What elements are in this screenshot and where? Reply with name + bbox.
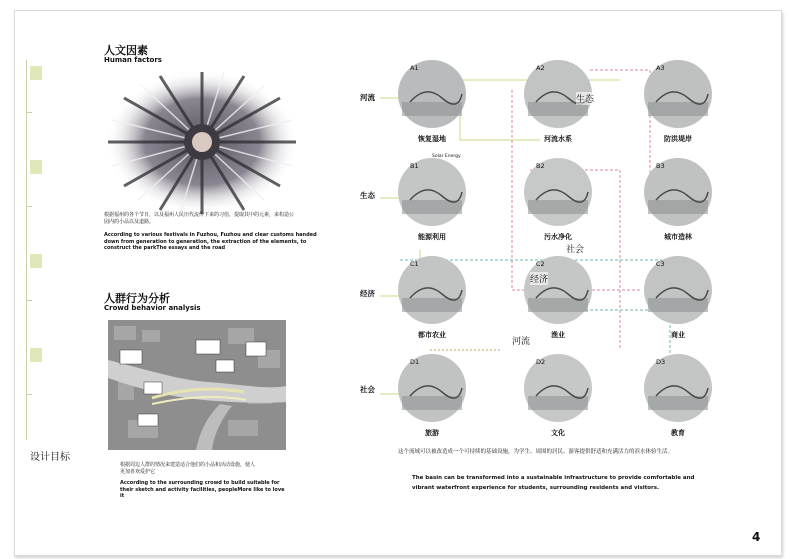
crowd-desc-en-2: their sketch and activity facilities, peopleMore like to love [120,486,285,493]
matrix-cell [396,254,468,326]
human-title-en: Human factors [104,56,162,64]
cell-code: B2 [536,162,545,170]
float-label-economy: 经济 [530,272,548,285]
cell-illustration [522,156,594,228]
matrix-cell [522,156,594,228]
cell-illustration [642,352,714,424]
matrix-cell [642,156,714,228]
cell-illustration [396,156,468,228]
cell-circle [398,256,466,324]
row-label-ecology: 生态 [360,191,375,200]
cell-code: A2 [536,64,545,72]
cell-code: D3 [656,358,666,366]
crowd-map [108,320,286,450]
matrix-cell [396,352,468,424]
summary-en-2: vibrant waterfront experience for students, surrounding residents and visitors. [412,485,660,491]
cell-circle [644,60,712,128]
cell-caption: 河流水系 [544,135,572,143]
row-label-society: 社会 [360,385,375,394]
cell-caption: 商业 [671,331,685,339]
cell-code: D2 [536,358,546,366]
matrix-cell [642,352,714,424]
cell-caption: 污水净化 [544,233,572,241]
cell-caption: 城市造林 [664,233,692,241]
cell-code: C1 [410,260,419,268]
matrix-cell [642,58,714,130]
float-label-river: 河流 [512,334,530,347]
rail-tick [26,394,32,395]
rail-tab [30,348,42,362]
cell-illustration [642,156,714,228]
rail-tab [30,66,42,80]
summary-en-1: The basin can be transformed into a sustainable infrastructure to provide comfortable and [412,475,695,481]
page-number: 4 [752,530,761,544]
matrix-cell [522,254,594,326]
cell-circle [644,256,712,324]
human-desc-en-3: construct the parkThe essays and the road [104,245,226,251]
rail-tick [26,300,32,301]
crowd-title-en: Crowd behavior analysis [104,304,201,312]
side-label: 设计目标 [30,452,70,463]
human-title-cn: 人文因素 [104,44,148,57]
cell-code: D1 [410,358,420,366]
matrix-cell [642,254,714,326]
cell-circle [398,354,466,422]
cell-caption: 文化 [551,429,565,437]
cell-code: C3 [656,260,665,268]
cell-code: B3 [656,162,665,170]
cell-circle [524,256,592,324]
crowd-title-cn: 人群行为分析 [104,292,170,305]
cell-circle [524,354,592,422]
cell-circle [398,158,466,226]
cell-illustration [642,254,714,326]
matrix-cell [396,156,468,228]
cell-code: A1 [410,64,419,72]
row-label-river: 河流 [360,93,375,102]
solar-energy-label: Solar Energy [432,154,461,159]
matrix-cell [396,58,468,130]
left-rail [26,60,27,440]
cell-caption: 防洪堤岸 [664,135,692,143]
cell-circle [524,158,592,226]
rail-tick [26,206,32,207]
cell-illustration [396,58,468,130]
cell-caption: 旅游 [425,429,439,437]
cell-illustration [522,254,594,326]
cell-circle [398,60,466,128]
matrix-cell [522,352,594,424]
cell-caption: 渔业 [551,331,565,339]
cell-code: C2 [536,260,545,268]
rail-tab [30,254,42,268]
cell-illustration [396,352,468,424]
crowd-desc-cn-1: 根据周边人群的情况来建造适合他们的小品和活动设施，使人 [120,462,256,468]
cell-caption: 教育 [671,429,685,437]
cell-circle [644,354,712,422]
row-label-economy: 经济 [360,289,375,298]
cell-code: B1 [410,162,419,170]
human-factors-collage [104,68,300,216]
cell-illustration [396,254,468,326]
rail-tab [30,160,42,174]
cell-illustration [522,352,594,424]
cell-caption: 恢复湿地 [418,135,446,143]
cell-caption: 都市农业 [418,331,446,339]
cell-caption: 能源利用 [418,233,446,241]
cell-illustration [642,58,714,130]
cell-code: A3 [656,64,665,72]
human-desc-en-2: down from generation to generation, the extraction of the elements, to [104,238,307,245]
crowd-desc-en-1: According to the surrounding crowd to build suitable for [120,480,280,486]
rail-tick [26,112,32,113]
crowd-desc-cn-2: 更加喜欢爱护它 [120,468,156,475]
float-label-society: 社会 [566,242,584,255]
summary-cn: 这个流域可以被改造成一个可持续的基础设施，为学生、周围的居民、游客提供舒适和充满活力的滨水体验生活。 [398,449,674,455]
crowd-desc-en-3: it [120,493,125,499]
human-desc-en-1: According to various festivals in Fuzhou, Fuzhou and clear customs handed [104,232,317,238]
cell-circle [644,158,712,226]
human-desc-cn: 根据福州的各个节日，以及福州人民历代流传下来的习俗，提取其中的元素，来构造公园内的小品以及道路。 [104,212,295,225]
float-label-ecology: 生态 [576,92,594,105]
